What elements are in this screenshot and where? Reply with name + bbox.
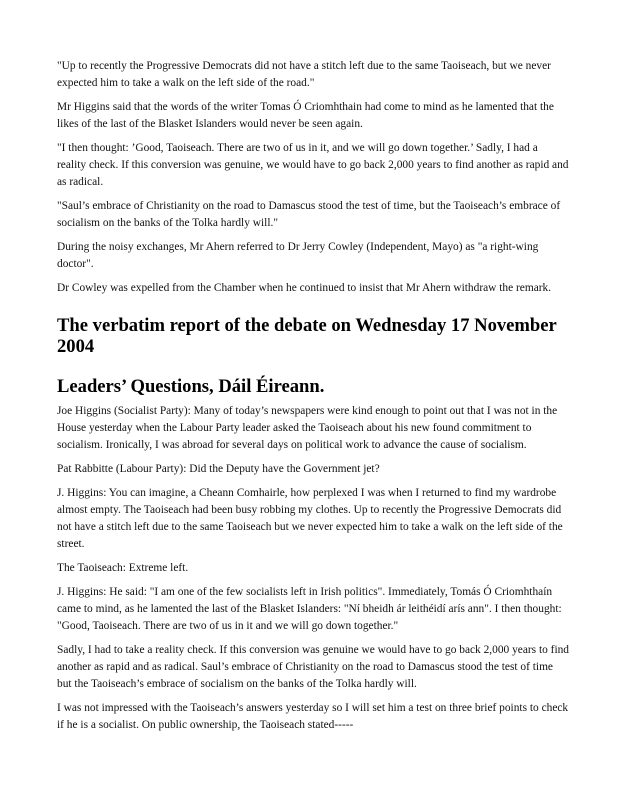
- debate-paragraph: Pat Rabbitte (Labour Party): Did the Deputy have the Government jet?: [57, 463, 380, 475]
- body-paragraph: Dr Cowley was expelled from the Chamber when he continued to insist that Mr Ahern withdraw the remark.: [57, 282, 552, 294]
- section-heading-verbatim: The verbatim report of the debate on Wednesday 17 November 2004: [57, 315, 557, 357]
- debate-paragraph: J. Higgins: He said: "I am one of the few socialists left in Irish politics". Immediately, Tomás Ó Criomhthaín came to mind, as he lamented the last of the Blasket Islanders: "Ní bheidh ár leithéidí arís ann". I then thought: "Good, Taoiseach. There are two of us in it and we will go down together.": [57, 586, 562, 632]
- debate-paragraph: Joe Higgins (Socialist Party): Many of today’s newspapers were kind enough to point out that I was not in the House yesterday when the Labour Party leader asked the Taoiseach about his new found commitment to socialism. Ironically, I was abroad for several days on political work to advance the cause of socialism.: [57, 405, 558, 451]
- body-paragraph: Mr Higgins said that the words of the writer Tomas Ó Criomhthain had come to mind as he lamented that the likes of the last of the Blasket Islanders would never be seen again.: [57, 101, 554, 130]
- debate-paragraph: Sadly, I had to take a reality check. If this conversion was genuine we would have to go back 2,000 years to find another as rapid and as radical. Saul’s embrace of Christianity on the road to Damascus stood the test of time but the Taoiseach’s embrace of socialism on the banks of the Tolka hardly will.: [57, 644, 570, 690]
- body-paragraph: "Saul’s embrace of Christianity on the road to Damascus stood the test of time, but the Taoiseach’s embrace of socialism on the banks of the Tolka hardly will.": [57, 200, 561, 229]
- section-heading-leaders-questions: Leaders’ Questions, Dáil Éireann.: [57, 376, 325, 397]
- debate-paragraph: The Taoiseach: Extreme left.: [57, 562, 189, 574]
- article-body: [57, 58, 569, 741]
- body-paragraph: "Up to recently the Progressive Democrats did not have a stitch left due to the same Taoiseach, but we never expected him to take a walk on the left side of the road.": [57, 60, 551, 89]
- debate-paragraph: J. Higgins: You can imagine, a Cheann Comhairle, how perplexed I was when I returned to find my wardrobe almost empty. The Taoiseach had been busy robbing my clothes. Up to recently the Progressive Democrats did not have a stitch left due to the same Taoiseach but we never expected him to take a walk on the left side of the street.: [57, 487, 563, 550]
- body-paragraph: During the noisy exchanges, Mr Ahern referred to Dr Jerry Cowley (Independent, Mayo) as "a right-wing doctor".: [57, 241, 539, 270]
- debate-paragraph: I was not impressed with the Taoiseach’s answers yesterday so I will set him a test on three brief points to check if he is a socialist. On public ownership, the Taoiseach stated-----: [57, 702, 569, 731]
- body-paragraph: "I then thought: ’Good, Taoiseach. There are two of us in it, and we will go down together.’ Sadly, I had a reality check. If this conversion was genuine, we would have to go back 2,000 years to find another as rapid and as radical.: [57, 142, 569, 188]
